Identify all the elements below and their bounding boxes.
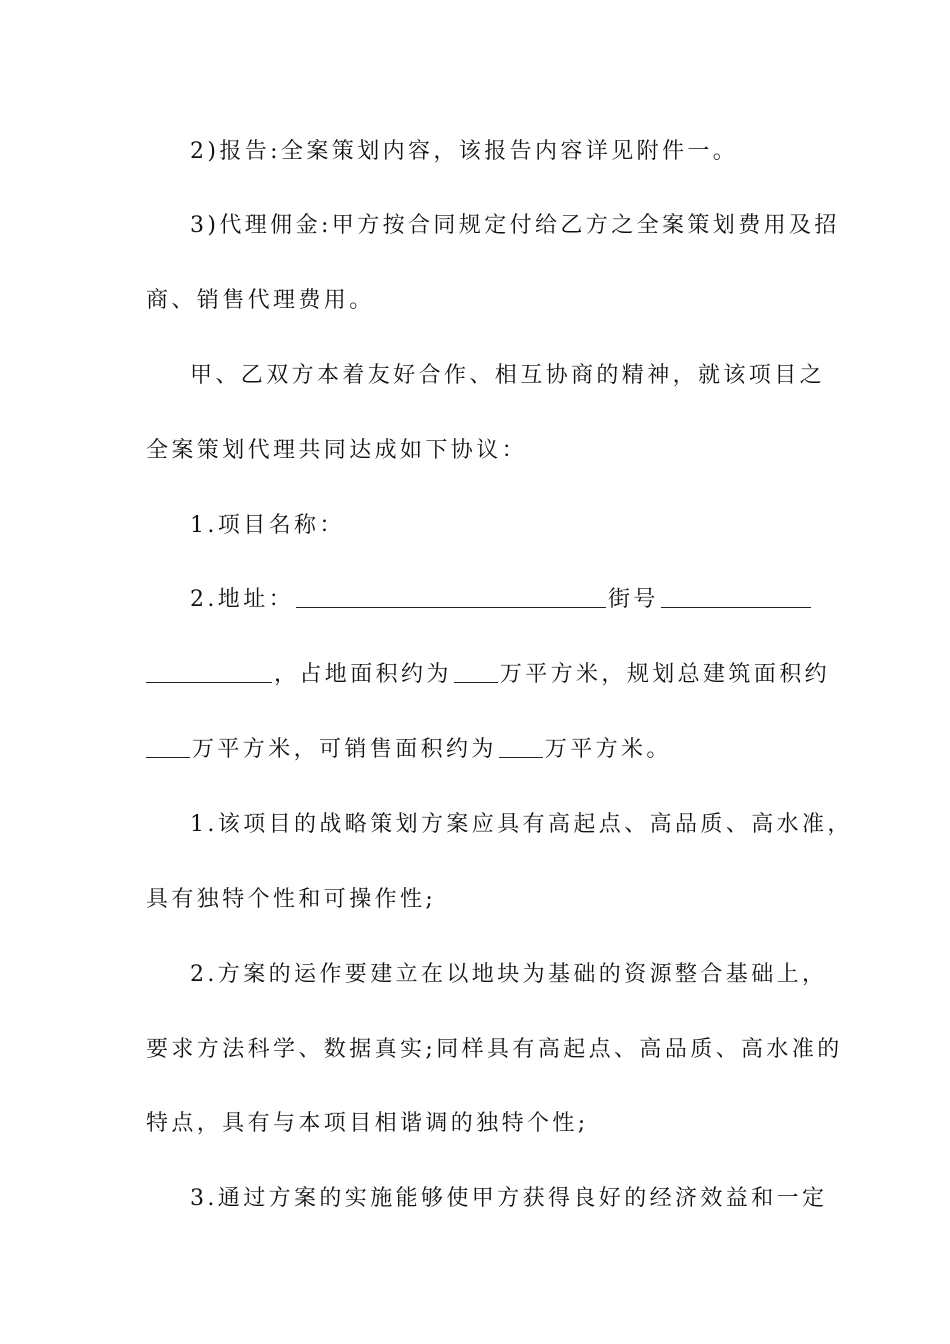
street-number-blank xyxy=(661,585,811,608)
address-label: 2.地址： xyxy=(190,587,294,612)
item-sales-area-line xyxy=(146,730,826,770)
area-text-2: 万平方米，规划总建筑面积约 xyxy=(499,662,831,687)
street-blank xyxy=(296,585,606,608)
item-area-line xyxy=(146,655,831,695)
sales-area-blank xyxy=(499,735,543,758)
requirement-1-line-2: 具有独特个性和可操作性; xyxy=(146,887,437,912)
paragraph-agreement-line-1: 甲、乙双方本着友好合作、相互协商的精神，就该项目之 xyxy=(190,363,826,388)
requirement-1-line-1: 1.该项目的战略策划方案应具有高起点、高品质、高水准， xyxy=(190,812,853,837)
address-continued-blank xyxy=(146,660,272,683)
paragraph-commission-line-1: 3)代理佣金:甲方按合同规定付给乙方之全案策划费用及招 xyxy=(190,213,840,238)
land-area-blank xyxy=(454,660,498,683)
paragraph-commission-line-2: 商、销售代理费用。 xyxy=(146,288,375,313)
sales-text-1: 万平方米，可销售面积约为 xyxy=(192,737,497,762)
requirement-3-line-1: 3.通过方案的实施能够使甲方获得良好的经济效益和一定 xyxy=(190,1186,828,1211)
requirement-2-line-2: 要求方法科学、数据真实;同样具有高起点、高品质、高水准的 xyxy=(146,1037,843,1062)
building-area-blank xyxy=(146,735,190,758)
item-address-line xyxy=(190,580,826,620)
requirement-2-line-1: 2.方案的运作要建立在以地块为基础的资源整合基础上， xyxy=(190,962,828,987)
area-text-1: ，占地面积约为 xyxy=(274,662,452,687)
street-suffix: 街号 xyxy=(608,587,659,612)
item-project-name: 1.项目名称： xyxy=(190,513,345,538)
paragraph-report-line: 2)报告:全案策划内容，该报告内容详见附件一。 xyxy=(190,139,739,164)
requirement-2-line-3: 特点，具有与本项目相谐调的独特个性; xyxy=(146,1111,589,1136)
paragraph-agreement-line-2: 全案策划代理共同达成如下协议： xyxy=(146,438,528,463)
sales-text-2: 万平方米。 xyxy=(544,737,672,762)
